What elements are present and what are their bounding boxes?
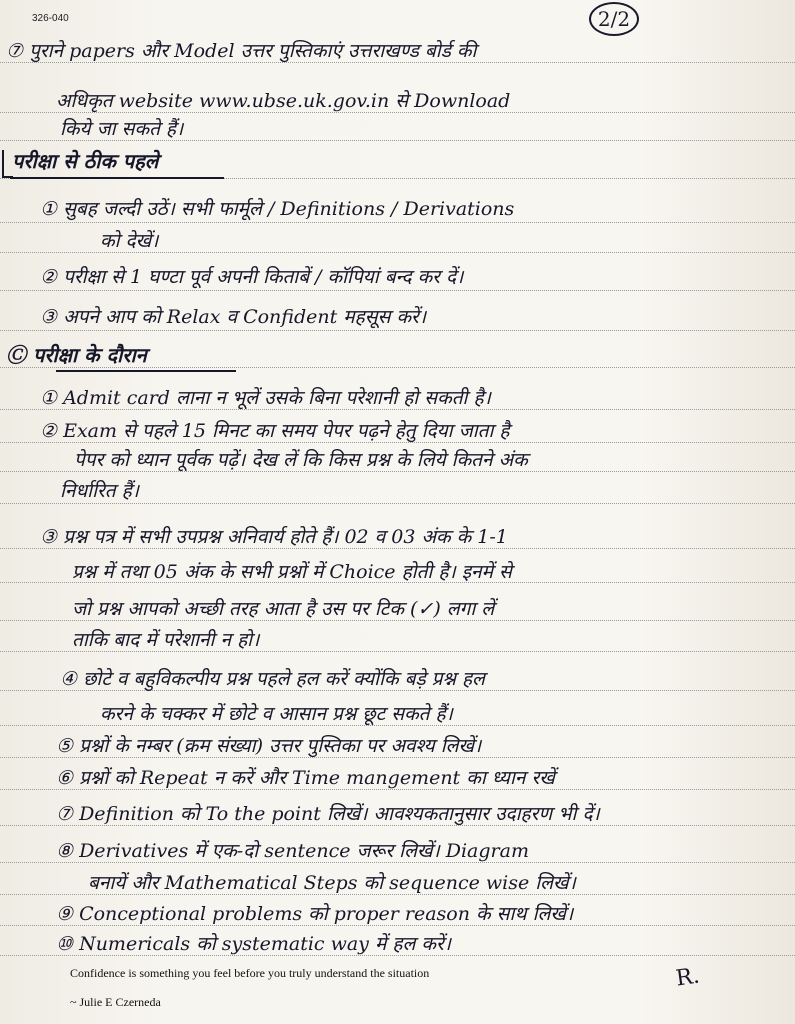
line-during-8: ⑧ Derivatives में एक-दो sentence जरूर लिखें। Diagram	[56, 840, 529, 862]
line-during-4b: करने के चक्कर में छोटे व आसान प्रश्न छूट सकते हैं।	[100, 703, 453, 725]
line-website: अधिकृत website www.ubse.uk.gov.in से Download	[56, 90, 511, 112]
line-during-3: ③ प्रश्न पत्र में सभी उपप्रश्न अनिवार्य होते हैं। 02 व 03 अंक के 1-1	[40, 526, 508, 548]
line-during-6: ⑥ प्रश्नों को Repeat न करें और Time mangement का ध्यान रखें	[56, 767, 555, 789]
line-during-2b: पेपर को ध्यान पूर्वक पढ़ें। देख लें कि किस प्रश्न के लिये कितने अंक	[74, 449, 528, 471]
line-before-3: ③ अपने आप को Relax व Confident महसूस करें।	[40, 306, 427, 328]
section-heading-during-exam: Ⓒ परीक्षा के दौरान	[6, 343, 147, 367]
section-heading-before-exam: परीक्षा से ठीक पहले	[12, 149, 159, 173]
line-before-1: ① सुबह जल्दी उठें। सभी फार्मूले / Definitions / Derivations	[40, 198, 515, 220]
line-during-7: ⑦ Definition को To the point लिखें। आवश्यकतानुसार उदाहरण भी दें।	[56, 803, 600, 825]
line-during-2: ② Exam से पहले 15 मिनट का समय पेपर पढ़ने हेतु दिया जाता है	[40, 420, 510, 442]
line-download: किये जा सकते हैं।	[60, 118, 184, 140]
line-during-1: ① Admit card लाना न भूलें उसके बिना परेशानी हो सकती है।	[40, 387, 491, 409]
heading-underline	[10, 177, 224, 179]
line-during-4: ④ छोटे व बहुविकल्पीय प्रश्न पहले हल करें क्योंकि बड़े प्रश्न हल	[60, 668, 485, 690]
footer-author: ~ Julie E Czerneda	[70, 995, 161, 1009]
line-before-2: ② परीक्षा से 1 घण्टा पूर्व अपनी किताबें / कॉपियां बन्द कर दें।	[40, 266, 464, 288]
line-during-3b: प्रश्न में तथा 05 अंक के सभी प्रश्नों में Choice होती है। इनमें से	[72, 561, 512, 583]
line-during-5: ⑤ प्रश्नों के नम्बर (क्रम संख्या) उत्तर पुस्तिका पर अवश्य लिखें।	[56, 735, 482, 757]
line-during-3c: जो प्रश्न आपको अच्छी तरह आता है उस पर टिक (✓) लगा लें	[72, 598, 495, 620]
line-during-9: ⑨ Conceptional problems को proper reason के साथ लिखें।	[56, 903, 574, 925]
heading-underline	[56, 370, 236, 372]
handwritten-signature: R.	[674, 963, 702, 992]
line-during-10: ⑩ Numericals को systematic way में हल करें।	[56, 933, 451, 955]
line-point-7: ⑦ पुराने papers और Model उत्तर पुस्तिकाएं उत्तराखण्ड बोर्ड की	[6, 40, 477, 62]
document-code: 326-040	[32, 13, 69, 24]
line-during-3d: ताकि बाद में परेशानी न हो।	[72, 629, 260, 651]
line-during-8b: बनायें और Mathematical Steps को sequence wise लिखें।	[88, 872, 576, 894]
footer-quote: Confidence is something you feel before you truly understand the situation	[70, 966, 430, 980]
line-during-2c: निर्धारित हैं।	[60, 480, 139, 502]
line-before-1b: को देखें।	[100, 230, 159, 252]
page-number: 2/2	[589, 2, 639, 36]
